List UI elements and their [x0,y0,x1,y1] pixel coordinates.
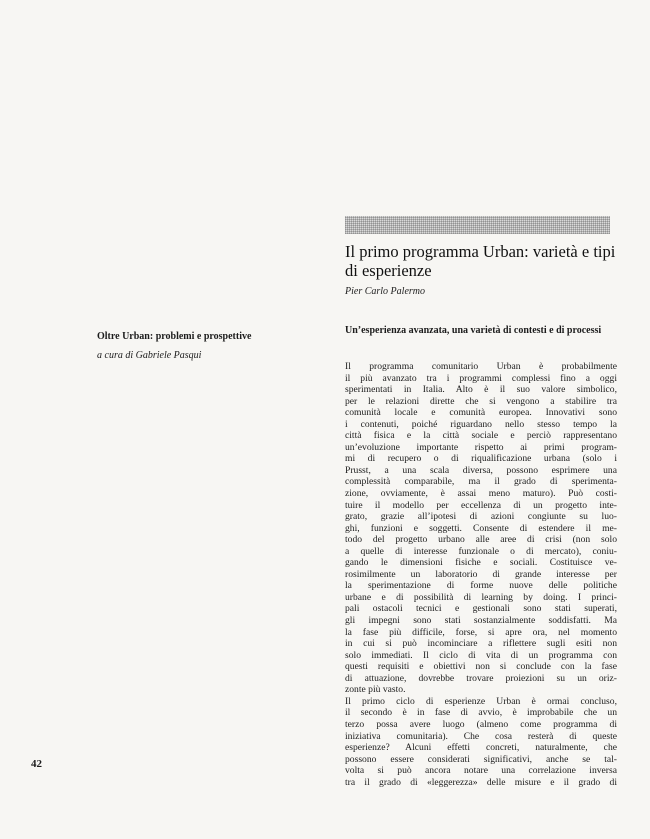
body-line: di attuazione, dovrebbe trovare proiezioni su un oriz- [345,672,617,684]
body-line: i contenuti, poiché riguardano nello stesso tempo la [345,418,617,430]
body-line: possono essere considerati significativi, anche se tal- [345,753,617,765]
body-line: iniziativa comunitaria). Che cosa resterà di queste [345,730,617,742]
body-line: per le relazioni dirette che si vengono a stabilire tra [345,395,617,407]
body-line: comunità locale e comunità europea. Innovativi sono [345,407,617,419]
body-line: Il primo ciclo di esperienze Urban è ormai concluso, [345,695,617,707]
body-line: rosimilmente un laboratorio di grande interesse per [345,568,617,580]
body-line: città fisica e la città sociale e perciò rappresentano [345,430,617,442]
body-line: un’evoluzione importante rispetto ai primi program- [345,441,617,453]
body-line: a quelle di interesse funzionale o di mercato), coniu- [345,545,617,557]
body-line: todo del progetto urbano alle aree di crisi (non solo [345,534,617,546]
section-title: Oltre Urban: problemi e prospettive [97,331,252,342]
body-line: solo immediati. Il ciclo di vita di un programma con [345,649,617,661]
body-line: Prusst, a una scala diversa, possono esprimere una [345,464,617,476]
body-line: ghi, funzioni e soggetti. Consente di estendere il me- [345,522,617,534]
body-line: il più avanzato tra i programmi complessi fino a oggi [345,372,617,384]
body-line: terzo possa avere luogo (almeno come programma di [345,718,617,730]
article-body [345,361,617,788]
body-line: sperimentati in Italia. Alto è il suo valore simbolico, [345,384,617,396]
body-line: la sperimentazione di forme nuove delle politiche [345,580,617,592]
body-line: zonte più vasto. [345,684,406,696]
body-line: volta si può ancora notare una correlazione inversa [345,765,617,777]
body-line: urbane e di possibilità di learning by doing. I princi- [345,591,617,603]
body-line: grato, grazie all’ipotesi di azioni congiunte su luo- [345,511,617,523]
article-author: Pier Carlo Palermo [345,286,425,297]
body-line: mi di recupero o di riqualificazione urbana (solo i [345,453,617,465]
body-line: zione, ovviamente, è assai meno maturo). Può costi- [345,488,617,500]
body-line: gando le dimensioni fisiche e sociali. Costituisce ve- [345,557,617,569]
section-editor: a cura di Gabriele Pasqui [97,350,202,361]
body-line: questi requisiti e obiettivi non si conclude con la fase [345,661,617,673]
body-line: il secondo è in fase di avvio, è improbabile che un [345,707,617,719]
body-line: complessità comparabile, ma il grado di sperimenta- [345,476,617,488]
body-line: Il programma comunitario Urban è probabilmente [345,361,617,372]
body-line: gli impegni sono stati sostanzialmente soddisfatti. Ma [345,615,617,627]
article-subheading: Un’esperienza avanzata, una varietà di contesti e di processi [345,325,602,336]
body-line: tra il grado di «leggerezza» delle misure e il grado di [345,776,617,788]
header-halftone-bar [345,216,610,234]
body-line: la fase più difficile, forse, si apre ora, nel momento [345,626,617,638]
article-title: Il primo programma Urban: varietà e tipi di esperienze [345,242,616,280]
body-line: tuire il modello per eccellenza di un progetto inte- [345,499,617,511]
body-line: esperienze? Alcuni effetti concreti, naturalmente, che [345,742,617,754]
body-line: in cui si può incominciare a riflettere sugli esiti non [345,638,617,650]
body-line: pali ostacoli tecnici e gestionali sono stati superati, [345,603,617,615]
page-number: 42 [31,758,42,770]
